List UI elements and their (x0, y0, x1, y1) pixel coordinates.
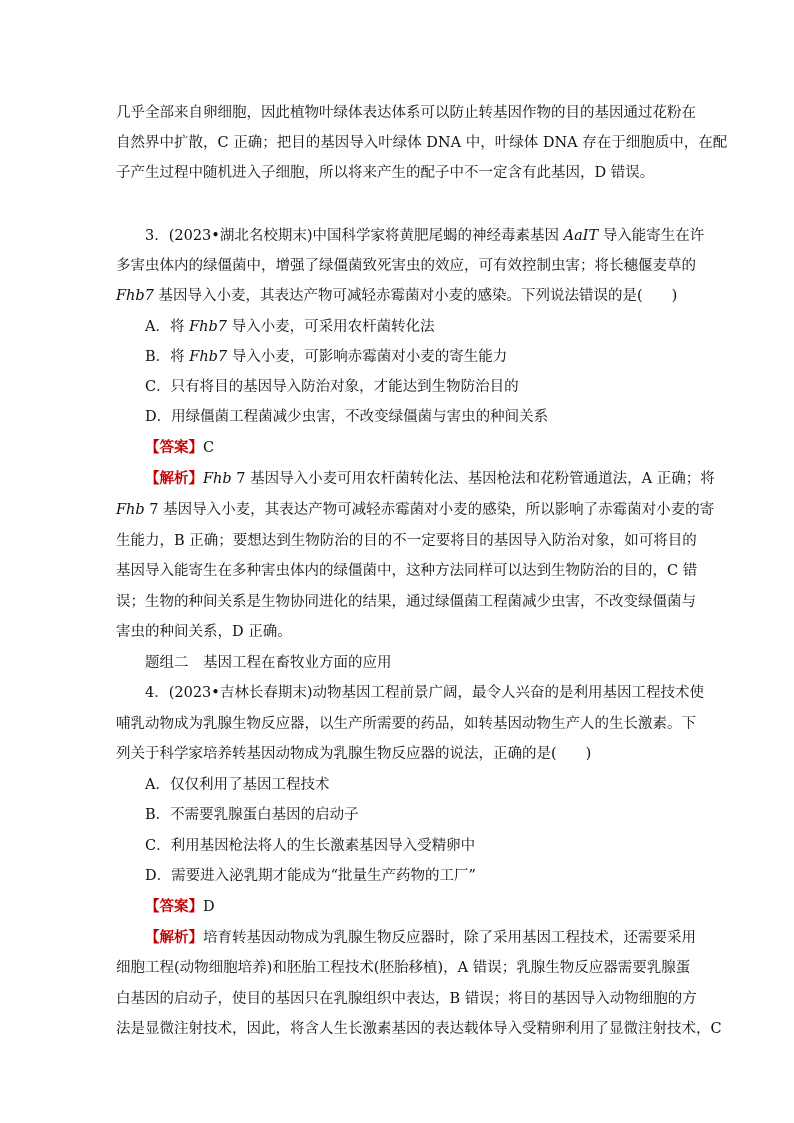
text-line: 多害虫体内的绿僵菌中，增强了绿僵菌致死害虫的效应，可有效控制虫害；将长穗偃麦草的 (116, 258, 696, 274)
gene-name: Fhb (203, 471, 232, 487)
text-span: 导入小麦，可采用农杆菌转化法 (227, 319, 435, 335)
text-line: 子产生过程中随机进入子细胞，所以将来产生的配子中不一定含有此基因，D 错误。 (116, 165, 655, 181)
question-3-stem (145, 226, 705, 246)
text-line (116, 286, 692, 306)
option-b (145, 347, 693, 367)
gene-name: Fhb7 (189, 349, 228, 365)
option-d: D．需要进入泌乳期才能成为“批量生产药物的工厂” (145, 868, 476, 884)
option-c: C．利用基因枪法将人的生长激素基因导入受精卵中 (145, 838, 476, 854)
explanation-line (145, 469, 715, 489)
gene-name: AaIT (563, 228, 599, 244)
section-heading: 题组二 基因工程在畜牧业方面的应用 (145, 655, 392, 671)
answer-value: D (203, 899, 215, 915)
explanation-tag: 【解析】 (145, 929, 203, 946)
text-span: 导入能寄生在许 (598, 228, 705, 244)
text-span: 基因导入小麦，其表达产物可减轻赤霉菌对小麦的感染。下列说法错误的是( ) (153, 288, 678, 304)
text-line: 几乎全部来自卵细胞，因此植物叶绿体表达体系可以防止转基因作物的目的基因通过花粉在 (116, 105, 696, 121)
text-span: 7 基因导入小麦可用农杆菌转化法、基因枪法和花粉管通道法，A 正确；将 (231, 471, 715, 487)
answer-line (145, 897, 693, 917)
gene-name: Fhb7 (189, 319, 228, 335)
answer-value: C (203, 440, 215, 456)
text-line: 生能力，B 正确；要想达到生物防治的目的不一定要将目的基因导入防治对象，如可将目的 (116, 533, 697, 549)
text-line: 法是显微注射技术，因此，将含人生长激素基因的表达载体导入受精卵利用了显微注射技术，C (116, 1021, 722, 1037)
option-b: B．不需要乳腺蛋白基因的启动子 (145, 807, 359, 823)
text-line: 列关于科学家培养转基因动物成为乳腺生物反应器的说法，正确的是( ) (116, 746, 592, 762)
text-line (116, 500, 715, 520)
text-line: 基因导入能寄生在多种害虫体内的绿僵菌中，这种方法同样可以达到生物防治的目的，C 错 (116, 563, 698, 579)
text-line: 细胞工程(动物细胞培养)和胚胎工程技术(胚胎移植)，A 错误；乳腺生物反应器需要乳腺蛋 (116, 960, 691, 976)
text-span: B．将 (145, 349, 190, 365)
answer-line (145, 438, 693, 458)
option-c: C．只有将目的基因导入防治对象，才能达到生物防治目的 (145, 379, 519, 395)
option-a: A．仅仅利用了基因工程技术 (145, 777, 330, 793)
text-line: 害虫的种间关系，D 正确。 (116, 624, 292, 640)
text-span: 3．(2023•湖北名校期末)中国科学家将黄肥尾蝎的神经毒素基因 (145, 228, 564, 244)
explanation-line (145, 928, 696, 948)
option-a (145, 317, 693, 337)
text-span: 培育转基因动物成为乳腺生物反应器时，除了采用基因工程技术，还需要采用 (203, 930, 696, 946)
option-d: D．用绿僵菌工程菌减少虫害，不改变绿僵菌与害虫的种间关系 (145, 409, 549, 425)
question-4-stem: 4．(2023•吉林长春期末)动物基因工程前景广阔，最令人兴奋的是利用基因工程技术使 (145, 685, 704, 701)
gene-name: Fhb7 (116, 288, 154, 304)
text-line: 哺乳动物成为乳腺生物反应器，以生产所需要的药品，如转基因动物生产人的生长激素。下 (116, 716, 696, 732)
text-line: 自然界中扩散，C 正确；把目的基因导入叶绿体 DNA 中，叶绿体 DNA 存在于细胞质中，在配 (116, 135, 728, 151)
answer-tag: 【答案】 (145, 898, 203, 915)
text-span: A．将 (145, 319, 190, 335)
text-line: 白基因的启动子，使目的基因只在乳腺组织中表达，B 错误；将目的基因导入动物细胞的方 (116, 991, 697, 1007)
answer-tag: 【答案】 (145, 439, 203, 456)
explanation-tag: 【解析】 (145, 470, 203, 487)
gene-name: Fhb (116, 502, 145, 518)
text-line: 误；生物的种间关系是生物协同进化的结果，通过绿僵菌工程菌减少虫害，不改变绿僵菌与 (116, 594, 696, 610)
text-span: 导入小麦，可影响赤霉菌对小麦的寄生能力 (227, 349, 508, 365)
text-span: 7 基因导入小麦，其表达产物可减轻赤霉菌对小麦的感染，所以影响了赤霉菌对小麦的寄 (144, 502, 715, 518)
